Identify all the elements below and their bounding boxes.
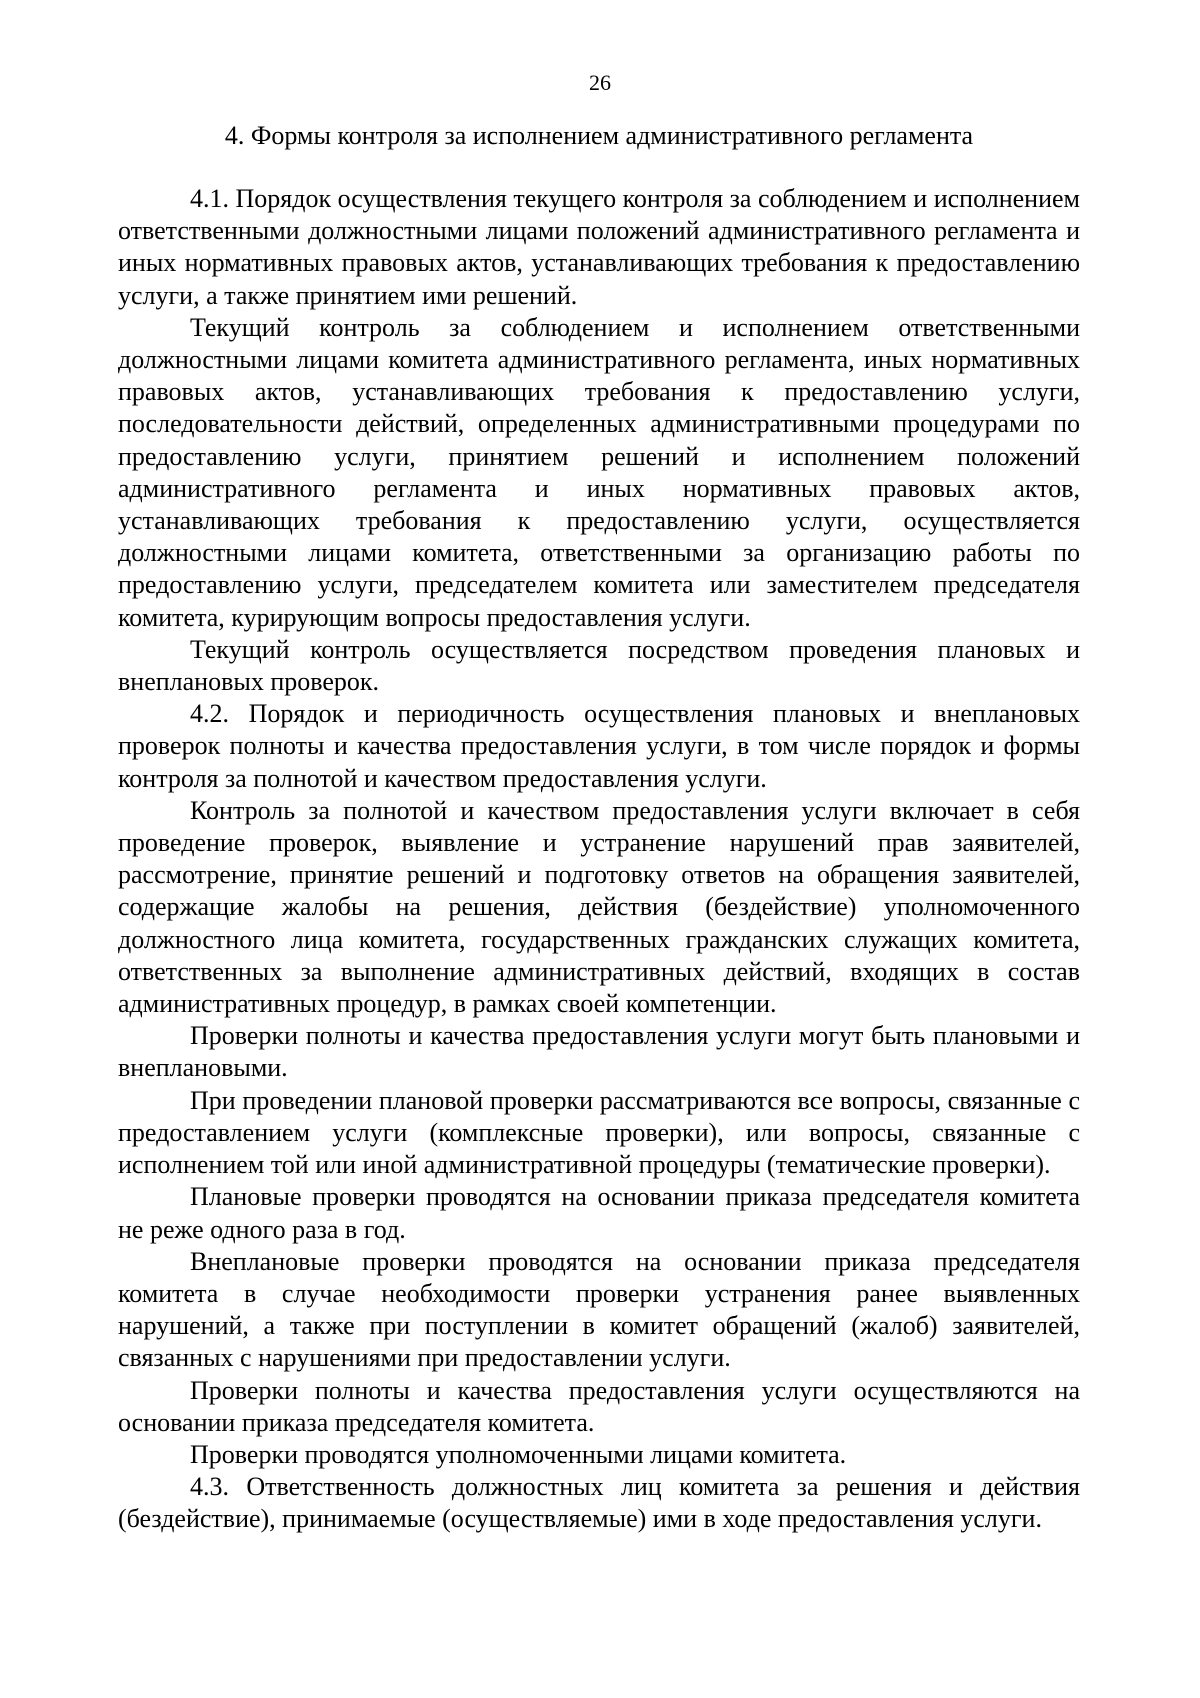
paragraph-check-performers: Проверки проводятся уполномоченными лицами комитета. — [190, 1439, 847, 1469]
paragraph-quality-control: Контроль за полнотой и качеством предоставления услуги включает в себя проведение проверок, выявление и устранение нарушений прав заявителей, рассмотрение, принятие решений и подготовку ответов на обращения заявителей, содержащие жалобы на решения, действия (бездействие) уполномоченного должностного лица комитета, государственных гражданских служащих комитета, ответственных за выполнение административных действий, входящих в состав административных процедур, в рамках своей компетенции. — [118, 795, 1080, 1019]
paragraph-current-control: Текущий контроль за соблюдением и исполнением ответственными должностными лицами комитета административного регламента, иных нормативных правовых актов, устанавливающих требования к предоставлению услуги, последовательности действий, определенных административными процедурами по предоставлению услуги, принятием решений и исполнением положений административного регламента и иных нормативных правовых актов, устанавливающих требования к предоставлению услуги, осуществляется должностными лицами комитета, ответственными за организацию работы по предоставлению услуги, председателем комитета или заместителем председателя комитета, курирующим вопросы предоставления услуги. — [118, 312, 1080, 632]
page-number: 26 — [589, 70, 611, 95]
document-body — [118, 183, 1080, 1536]
paragraph-planned-check-scope: При проведении плановой проверки рассматриваются все вопросы, связанные с предоставлением услуги (комплексные проверки), или вопросы, связанные с исполнением той или иной административной процедуры (тематические проверки). — [118, 1085, 1080, 1180]
paragraph-4-3: 4.3. Ответственность должностных лиц комитета за решения и действия (бездействие), принимаемые (осуществляемые) ими в ходе предоставления услуги. — [118, 1472, 1080, 1534]
paragraph-unplanned-checks: Внеплановые проверки проводятся на основании приказа председателя комитета в случае необходимости проверки устранения ранее выявленных нарушений, а также при поступлении в комитет обращений (жалоб) заявителей, связанных с нарушениями при предоставлении услуги. — [118, 1246, 1080, 1373]
paragraph-planned-check-frequency: Плановые проверки проводятся на основании приказа председателя комитета не реже одного раза в год. — [118, 1182, 1080, 1244]
paragraph-4-2: 4.2. Порядок и периодичность осуществления плановых и внеплановых проверок полноты и качества предоставления услуги, в том числе порядок и формы контроля за полнотой и качеством предоставления услуги. — [118, 699, 1080, 793]
paragraph-control-method: Текущий контроль осуществляется посредством проведения плановых и внеплановых проверок. — [118, 634, 1080, 697]
section-title: 4. Формы контроля за исполнением административного регламента — [224, 121, 974, 150]
paragraph-4-1: 4.1. Порядок осуществления текущего контроля за соблюдением и исполнением ответственными должностными лицами положений административного регламента и иных нормативных правовых актов, устанавливающих требования к предоставлению услуги, а также принятием ими решений. — [118, 184, 1080, 310]
paragraph-check-types: Проверки полноты и качества предоставления услуги могут быть плановыми и внеплановыми. — [118, 1021, 1080, 1083]
paragraph-check-basis: Проверки полноты и качества предоставления услуги осуществляются на основании приказа председателя комитета. — [118, 1375, 1080, 1437]
